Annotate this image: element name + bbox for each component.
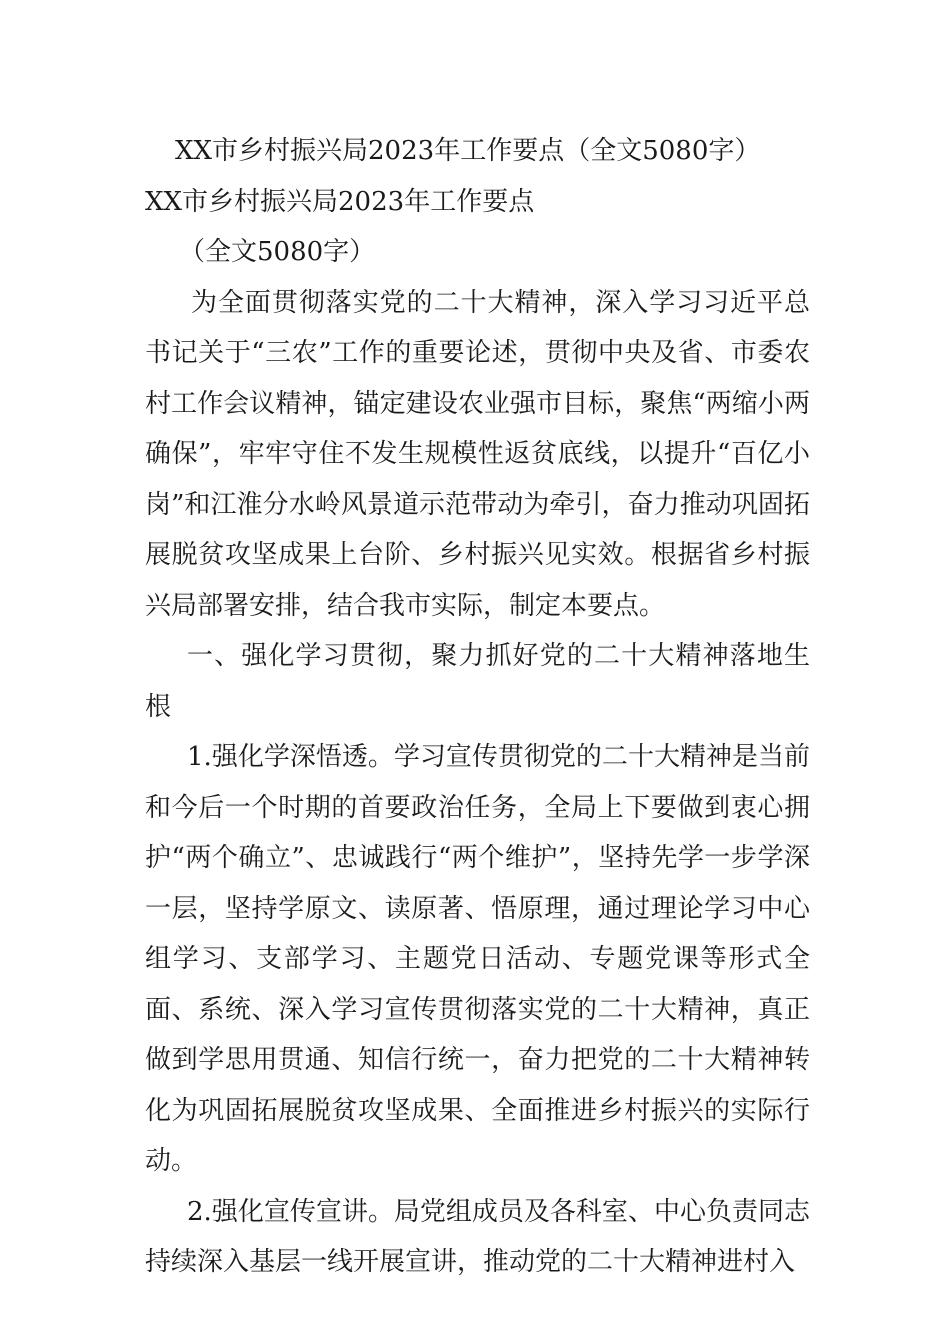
item-paragraph-2: 2.强化宣传宣讲。局党组成员及各科室、中心负责同志持续深入基层一线开展宣讲，推动党的二十大精神进村入 <box>145 1196 810 1277</box>
document-subtitle: XX市乡村振兴局2023年工作要点 <box>145 186 535 217</box>
fulltext-note: （全文5080字） <box>179 237 376 267</box>
item-paragraph-1: 1.强化学深悟透。学习宣传贯彻党的二十大精神是当前和今后一个时期的首要政治任务，全局上下要做到衷心拥护“两个确立”、忠诚践行“两个维护”，坚持先学一步学深一层，坚持学原文、读原著、悟原理，通过理论学习中心组学习、支部学习、主题党日活动、专题党课等形式全面、系统、深入学习宣传贯彻落实党的二十大精神，真正做到学思用贯通、知信行统一，奋力把党的二十大精神转化为巩固拓展脱贫攻坚成果、全面推进乡村振兴的实际行动。 <box>145 742 810 1176</box>
document-title: XX市乡村振兴局2023年工作要点（全文5080字） <box>175 136 761 166</box>
document-body <box>145 126 810 1288</box>
section-heading-1: 一、强化学习贯彻，聚力抓好党的二十大精神落地生根 <box>145 641 810 722</box>
intro-paragraph: 为全面贯彻落实党的二十大精神，深入学习习近平总书记关于“三农”工作的重要论述，贯彻中央及省、市委农村工作会议精神，锚定建设农业强市目标，聚焦“两缩小两确保”，牢牢守住不发生规模性返贫底线，以提升“百亿小岗”和江淮分水岭风景道示范带动为牵引，奋力推动巩固拓展脱贫攻坚成果上台阶、乡村振兴见实效。根据省乡村振兴局部署安排，结合我市实际，制定本要点。 <box>145 287 810 621</box>
